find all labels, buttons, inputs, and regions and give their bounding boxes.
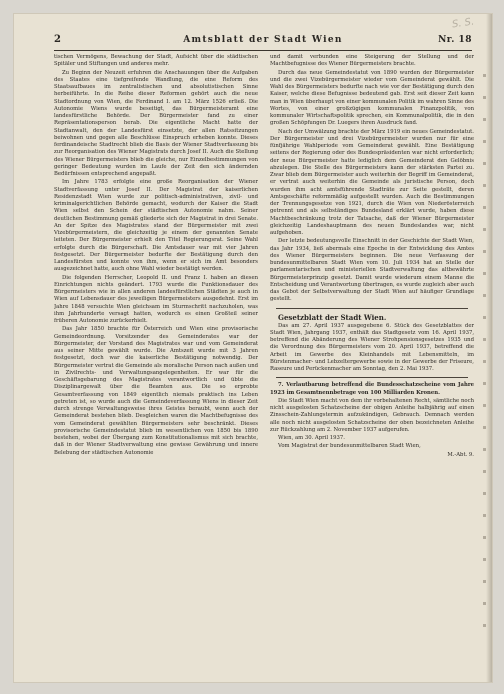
paragraph: und damit verbunden eine Steigerung der Stellung und der Machtbefugnisse des Wiener Bürgermeisters brachte. — [270, 54, 474, 68]
department-reference: M.-Abt. 9. — [447, 451, 474, 458]
publication-title: Amtsblatt der Stadt Wien — [183, 35, 343, 45]
announcement-body: Die Stadt Wien macht von dem ihr vorbehaltenen Recht, sämtliche noch nicht ausgelosten Schatzscheine der obigen Anleihe halbjährig auf einen Zinsschein-Zahlungstermin aufzukündigen, Gebrauch. Demnach werden alle noch nicht ausgelosten Schatzscheine der oben bezeichneten Anleihe zur Rückzahlung am 2. November 1937 aufgerufen. — [270, 397, 474, 433]
paragraph: Der letzte bedeutungsvolle Einschnitt in der Geschichte der Stadt Wien, das Jahr 1934, ließ abermals eine Epoche in der Entwicklung des Amtes des Wiener Bürgermeisters beginnen. Die neue Verfassung der bundesunmittelbaren Stadt Wien vom 10. Juli 1934 hat an Stelle der parlamentarischen und ministeriellen Stadtverwaltung das altbewährte Bürgermeisterprinzip gesetzt. Damit wurde wiederum einem Manne die Entscheidung und Verantwortung übertragen, es wurde zugleich aber auch das Gebot der Selbstverwaltung der Stadt Wien auf häufiger Grundlage gestellt. — [270, 238, 474, 303]
page-number: 2 — [54, 34, 62, 45]
paragraph: Durch das neue Gemeindestatut von 1890 wurden der Bürgermeister und die zwei Vizebürgermeister wieder vom Gemeinderat gewählt. Die Wahl des Bürgermeisters bedurfte nach wie vor der Bestätigung durch den Kaiser, welche diese Befugnisse bedeutend gab. Erst seit dieser Zeit kann man in Wien überhaupt von einer kommunalen Politik im wahren Sinne des Wortes, von einer großzügigen kommunalen Finanzpolitik, von kommunaler Wirtschaftspolitik sprechen, ein Kommunalpolitik, die in den großen Schöpfungen Dr. Luegers ihren Ausdruck fand. — [270, 69, 474, 127]
announcement-signature: Vom Magistrat der bundesunmittelbaren Stadt Wien, — [278, 443, 421, 450]
paragraph: tischen Vermögens, Bewachung der Stadt, Aufsicht über die städtischen Spitäler und Stiftungen und anderes mehr. — [54, 54, 258, 68]
section-divider — [276, 377, 468, 378]
paragraph: Im Jahre 1783 erfolgte eine große Reorganisation der Wiener Stadtverfassung unter Josef II. Der Magistrat der kaiserlichen Residenzstadt Wien wurde zur politisch-administrativen, zivil- und kriminalgerichtlichen Behörde gemacht, wodurch der Kaiser die Stadt Wien selbst den Schein der städtischen Autonomie nahm. Seiner deutlichen Bestimmung gemäß gliederte sich der Magistrat in drei Senate. An der Spitze des Magistrates stand der Bürgermeister mit zwei Vizebürgermeistern, die gleichzeitig je einem der genannten Senate leiteten. Der Bürgermeister erhielt den Titel Regierungsrat. Seine Wahl erfolgte durch die Bürgerschaft. Die Amtsdauer war mit vier Jahren festgesetzt. Der Bürgermeister bedurfte der Bestätigung durch den Landesfürsten und konnte von ihm, wenn er sich im Amt besonders ausgezeichnet hatte, auch ohne Wahl wieder bestätigt werden. — [54, 179, 258, 273]
page-header — [54, 34, 472, 51]
left-column — [54, 54, 258, 664]
paragraph: Die folgenden Herrscher, Leopold II. und Franz I. haben an diesen Einrichtungen nichts geändert. 1793 wurde die Funktionsdauer des Bürgermeisters wie in allen anderen landesfürstlichen Städten je auch in Wien auf Lebensdauer des jeweiligen Bürgermeisters ausgedehnt. Erst im Jahre 1848 versuchte Wien gleichsam im Sturmschritt nachzuholen, was ihm Jahrhunderte versagt hatten, wodurch es einen Großteil seiner früheren Autonomie zurückerhielt. — [54, 274, 258, 324]
paragraph: Nach der Umwälzung brachte der März 1919 ein neues Gemeindestatut. Der Bürgermeister und drei Vizebürgermeister wurden nur für eine fünfjährige Wahlperiode vom Gemeinderat gewählt. Eine Bestätigung seitens der Regierung oder des Bundespräsidenten war nicht erforderlich; der neue Bürgermeister hatte lediglich dem Gemeinderat den Gelöbnis abzulegen. Die Stelle des Bürgermeisters kann der stärksten Partei zu. Zwar blieb dem Bürgermeister auch weiterhin der Begriff im Gemeinderat, er vertrat auch weiterhin die Gemeinde als juristische Person, doch wurden ihm acht amtsführende Stadträte zur Seite gestellt, deren Amtsgeschäfte reformmäßig aufgestellt wurden. Auch die Bestimmungen der Trennungsgesetze von 1921, durch die Wien von Niederösterreich getrennt und als selbständiges Bundesland erklärt wurde, haben diese Machtbeschränkung trotz der Tatsache, daß der Wiener Bürgermeister gleichzeitig Landeshauptmann des neuen Bundeslandes war, nicht aufgehoben. — [270, 128, 474, 236]
announcement-date: Wien, am 30. April 1937. — [278, 435, 345, 441]
announcement-title: 7. Verlautbarung betreffend die Bundesschatzscheine vom Jahre 1923 im Gesamtnennbetrage von 100 Milliarden Kronen. — [270, 382, 474, 396]
gesetzblatt-intro: Das am 27. April 1937 ausgegebene 6. Stück des Gesetzblattes der Stadt Wien, Jahrgang 1937, enthält das Stadtgesetz vom 16. April 1937, betreffend die Abänderung des Wiener Strohpensionsgesetzes 1935 und die Verordnung des Bürgermeisters vom 20. April 1937, betreffend die Arbeit im Gewerbe des Kleinhandels mit Lebensmitteln, im Bürstenmacher- und Lebzeltergewerbe sowie in der Gewerbe der Friseure, Raseure und Perückenmacher am Sonntag, den 2. Mai 1937. — [270, 322, 474, 372]
archive-stamp: S. S. — [451, 16, 475, 31]
document-page — [14, 14, 492, 682]
paragraph: Zu Beginn der Neuzeit erfuhren die Anschauungen über die Aufgaben des Staates eine tiefgreifende Wandlung, die eine Reform des Staatsaufbaues im zentralistischen und absolutistischen Sinne herbeiführte. In die Reihe dieser Reformen gehört auch die neue Stadtordnung von Wien, die Ferdinand I. am 12. März 1526 erließ. Die Autonomie Wiens wurde beseitigt, das Bürgermeisteramt eine landesfürstliche Behörde. Der Bürgermeister fand zu einer Repräsentationsperson herab. Die eigentliche Macht hatte der Stadtanwalt, den der Landesfürst einsetzte, der allen Ratssitzungen beiwohnen und gegen alle Beschlüsse Einspruch erheben konnte. Dieses ferdinandeische Stadtrecht blieb die Basis der Wiener Stadtverfassung bis zur Reorganisation des Wiener Magistrats durch Josef II. Auch die Stellung des Wiener Bürgermeisters blieb die gleiche, nur Einzelbestimmungen von geringer Bedeutung wurden im Laufe der Zeit den sich ändernden Bedürfnissen entsprechend angepaßt. — [54, 69, 258, 177]
section-divider — [276, 308, 468, 309]
right-column — [270, 54, 474, 664]
page-edge-shadow — [486, 14, 492, 682]
gesetzblatt-heading: Gesetzblatt der Stadt Wien. — [278, 312, 387, 322]
paragraph: Das Jahr 1850 brachte für Österreich und Wien eine provisorische Gemeindeordnung. Vorsitzender des Gemeinderates war der Bürgermeister, der Vorstand des Magistrates war und vom Gemeinderat aus seiner Mitte gewählt wurde. Die Amtszeit wurde mit 3 Jahren festgesetzt, doch war die kaiserliche Bestätigung notwendig. Der Bürgermeister vertrat die Gemeinde als moralische Person nach außen und in Zivilrechts- und Verwaltungsangelegenheiten. Er war für die Geschäftsgebarung des Magistrates verantwortlich und übte die Disziplinargewalt über die Beamten aus. Die so erprobte Gesamtverfassung von 1849 eigentlich niemals praktisch ins Leben getreten ist, so wurde auch die Gemeindeverfassung Wiens in dieser Zeit durch strenge Verwaltungsweise ihres Geistes beraubt, wenn auch der Gemeinderat bestehen blieb. Desgleichen waren die Machtbefugnisse des vom Gemeinderat gewählten Bürgermeisters sehr beschränkt. Dieses provisorische Gemeindestatut blieb im wesentlichen von 1850 bis 1890 bestehen, wobei der Übergang zum Konstitutionalismus mit sich brachte, daß in der Wiener Stadtverwaltung eine gewisse Gewährung und innere Belebung der städtischen Autonomie — [54, 326, 258, 456]
issue-number: Nr. 18 — [438, 35, 472, 45]
